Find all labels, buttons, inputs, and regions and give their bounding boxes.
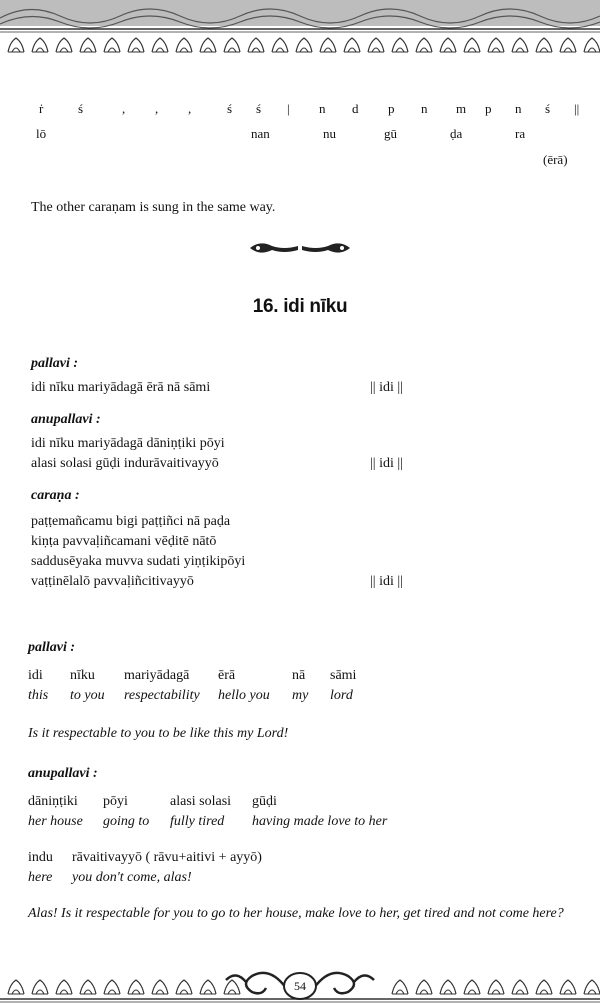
gloss: her house [28,814,83,829]
swara-note: n [319,101,326,116]
bottom-ornamental-border [0,962,600,1008]
gloss: my [292,688,309,703]
gloss: going to [103,814,150,829]
gloss: here [28,870,53,885]
word: nā [292,668,306,683]
gloss: lord [330,688,353,703]
swara-note: , [155,101,159,116]
anupallavi-label: anupallavi : [31,412,101,427]
song-title: 16. idi nīku [252,296,348,317]
swara-note: ś [78,101,84,116]
word: rāvaitivayyō ( rāvu+aitivi + ayyō) [72,850,262,865]
meaning-anupallavi-label: anupallavi : [28,766,98,781]
word: indu [28,850,53,865]
pallavi-line: idi nīku mariyādagā ērā nā sāmi [31,380,211,395]
sahitya-syllable: nan [251,126,270,141]
word: sāmi [330,668,357,683]
top-ornamental-border [0,0,600,62]
sahitya-syllable: nu [323,126,336,141]
swara-note: , [122,101,126,116]
gloss: this [28,688,49,703]
swara-note: ś [256,101,262,116]
word: ērā [218,668,236,683]
swara-note: n [421,101,428,116]
swara-note: || [574,101,580,116]
anupallavi-line: alasi solasi gūḍi indurāvaitivayyō [31,456,219,471]
swara-note: n [515,101,522,116]
swara-note: m [456,101,467,116]
gloss: having made love to her [252,814,388,829]
swara-note: p [388,101,395,116]
page-number: 54 [294,979,306,993]
sahitya-syllable: lō [36,126,47,141]
gloss: you don't come, alas! [72,870,192,885]
sahitya-syllable: ra [515,126,526,141]
pallavi-refrain-marker: || idi || [370,380,403,395]
swara-note: ṙ [39,101,44,116]
swara-note: , [188,101,192,116]
swara-note: d [352,101,359,116]
word: mariyādagā [124,668,190,683]
gloss: to you [70,688,105,703]
sahitya-syllable: ḍa [450,126,463,141]
ornamental-divider [248,240,352,261]
carana-refrain-marker: || idi || [370,574,403,589]
sahitya-syllable: gū [384,126,397,141]
swara-note: | [287,101,290,116]
pallavi-summary: Is it respectable to you to be like this my Lord! [28,726,289,741]
swara-note: ś [227,101,233,116]
pallavi-label: pallavi : [31,356,79,371]
word: alasi solasi [170,794,232,809]
swara-note: ś [545,101,551,116]
carana-line: vaṭṭinēlalō pavvaḷiñcitivayyō [31,574,194,589]
word: idi [28,668,43,683]
anupallavi-refrain-marker: || idi || [370,456,403,471]
gloss: hello you [218,688,270,703]
notation-end-note: (ērā) [543,152,568,167]
carana-line: kiṇṭa pavvaḷiñcamani vēḍitē nātō [31,534,217,549]
caranam-note: The other caraṇam is sung in the same way. [31,200,276,215]
anupallavi-summary: Alas! Is it respectable for you to go to her house, make love to her, get tired and not come here? [28,906,564,921]
word: dāniṇṭiki [28,794,78,809]
gloss: respectability [124,688,200,703]
meaning-pallavi-label: pallavi : [28,640,76,655]
swara-note: p [485,101,492,116]
word: pōyi [103,794,128,809]
anupallavi-line: idi nīku mariyādagā dāniṇṭiki pōyi [31,436,225,451]
carana-label: caraṇa : [31,488,80,503]
carana-line: paṭṭemañcamu bigi paṭṭiñci nā paḍa [31,514,231,529]
gloss: fully tired [170,814,225,829]
word: gūḍi [252,794,277,809]
word: nīku [70,668,95,683]
carana-line: saddusēyaka muvva sudati yiṇṭikipōyi [31,554,246,569]
